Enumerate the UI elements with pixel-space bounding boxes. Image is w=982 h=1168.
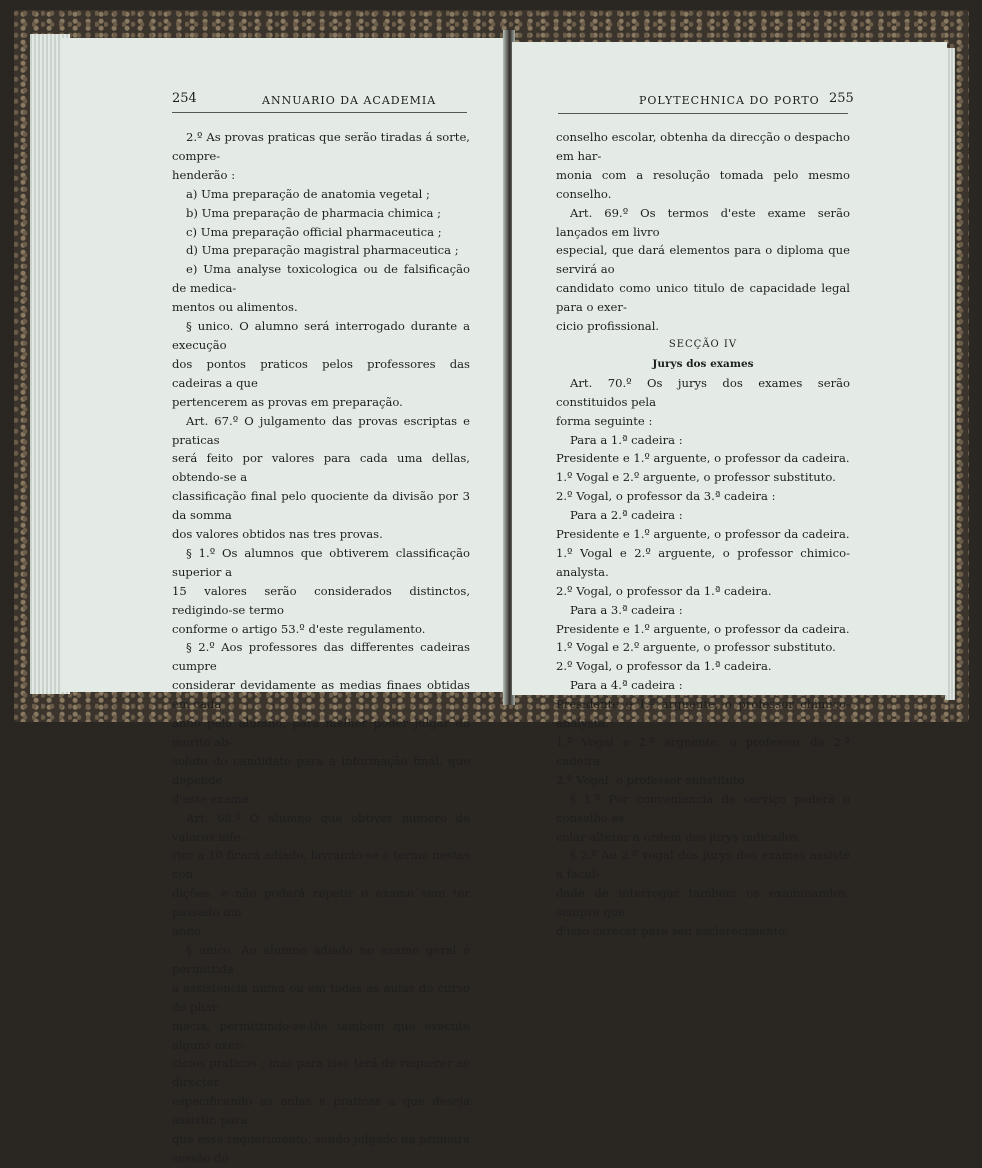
text-line: 15 valores serão considerados distinctos, redigindo-se termo — [172, 583, 470, 617]
text-line: e) Uma analyse toxicologica ou de falsificação de medica- — [172, 262, 470, 296]
text-line: dade de interrogar tambem os examinandos, sempre que — [556, 886, 850, 920]
text-line: pertencerem as provas em preparação. — [172, 394, 403, 409]
right-page — [512, 42, 947, 939]
text-line: forma seguinte : — [556, 413, 653, 428]
text-line: c) Uma preparação official pharmaceutica ; — [186, 224, 442, 239]
text-line: 2.º Vogal, o professor da 1.ª cadeira. — [556, 659, 772, 674]
text-line: anno. — [172, 924, 205, 939]
text-line: macia, permittindo-se-lhe tambem que execute alguns exer- — [172, 1018, 470, 1052]
left-page — [62, 38, 505, 1165]
text-line: monia com a resolução tomada pelo mesmo conselho. — [556, 167, 850, 201]
text-line: conselho escolar, obtenha da direcção o despacho em har- — [556, 130, 850, 163]
text-line: § unico. Ao alumno adiado no exame geral é permittida — [172, 942, 470, 976]
text-line: 1.º Vogal e 2.º arguente, o professor da 2.ª cadeira. — [556, 735, 850, 768]
header-rule — [172, 112, 467, 113]
running-head: POLYTECHNICA DO PORTO — [639, 94, 820, 107]
text-line: Art. 69.º Os termos d'este exame serão lançados em livro — [556, 205, 850, 239]
text-line: que esse requerimento, sendo julgado na primeira sessão do — [172, 1132, 470, 1165]
text-line: dos valores obtidos nas tres provas. — [172, 527, 383, 542]
text-line: especificando as aulas e praticas a que deseja assistir, para — [172, 1094, 470, 1128]
text-line: cicio profissional. — [556, 319, 660, 334]
text-line: será feito por valores para cada uma dellas, obtendo-se a — [172, 451, 470, 485]
text-line: Para a 1.ª cadeira : — [570, 432, 683, 447]
page-number: 255 — [829, 91, 854, 106]
text-line: candidato como unico titulo de capacidade legal para o exer- — [556, 281, 850, 315]
text-line: Para a 3.ª cadeira : — [570, 602, 683, 617]
text-line: § 1.º Por conveniencia de serviço poderá o conselho es- — [556, 791, 850, 825]
text-line: conforme o artigo 53.º d'este regulamento. — [172, 621, 426, 636]
text-line: Art. 70.º Os jurys dos exames serão constituidos pela — [556, 375, 850, 409]
text-line: Para a 2.ª cadeira : — [570, 508, 683, 523]
text-line: cicios praticos ; mas para isso terá de requerer ao director — [172, 1056, 470, 1090]
left-page-text — [172, 128, 470, 1168]
text-line: dos pontos praticos pelos professores das cadeiras a que — [172, 356, 470, 390]
text-line: Para a 4.ª cadeira : — [570, 678, 683, 693]
text-line: d'este exame. — [172, 791, 253, 806]
text-line: § 2.º Ao 2.º vogal dos jurys dos exames assiste a facul- — [556, 848, 850, 882]
text-line: 2.º Vogal, o professor da 3.ª cadeira : — [556, 489, 776, 504]
text-line: 2.º Vogal, o professor da 1.ª cadeira. — [556, 583, 772, 598]
section-subtitle: Jurys dos exames — [652, 357, 754, 370]
right-page-text — [556, 128, 850, 941]
text-line: henderão : — [172, 167, 236, 182]
text-line: especial, que dará elementos para o diploma que servirá ao — [556, 243, 850, 277]
text-line: soluto do candidato para a informação final, que depende — [172, 753, 470, 787]
text-line: 1.º Vogal e 2.º arguente, o professor substituto. — [556, 640, 836, 655]
text-line: colar alterar a ordem dos jurys indicados. — [556, 829, 802, 844]
section-title: SECÇÃO IV — [668, 338, 738, 350]
text-line: Presidente e 1.º arguente, o professor da cadeira. — [556, 621, 850, 636]
text-line: considerar devidamente as medias finaes obtidas em cada — [172, 678, 470, 712]
text-line: 2.º As provas praticas que serão tiradas á sorte, compre- — [172, 130, 470, 163]
page-number: 254 — [172, 91, 197, 106]
text-line: a assistencia numa ou em todas as aulas do curso de phar- — [172, 980, 470, 1014]
text-line: 2.º Vogal, o professor substituto. — [556, 772, 749, 787]
text-line: 1.º Vogal e 2.º arguente, o professor substituto. — [556, 470, 836, 485]
text-line: Presidente e 1.º arguente, o professor da cadeira. — [556, 527, 850, 542]
text-line: § 2.º Aos professores das differentes cadeiras cumpre — [172, 640, 470, 674]
text-line: d) Uma preparação magistral pharmaceutica ; — [186, 243, 459, 258]
text-line: rior a 10 ficará adiado, lavrando-se o termo nestas con- — [172, 848, 470, 882]
text-line: b) Uma preparação de pharmacia chimica ; — [186, 205, 442, 220]
text-line: § 1.º Os alumnos que obtiverem classificação superior a — [172, 545, 470, 579]
text-line: anno pelo alumno, para melhor poder julgar do merito ab- — [172, 716, 470, 749]
header-rule — [558, 113, 848, 114]
text-line: dições, e não poderá repetir o exame sem ter passado um — [172, 886, 470, 920]
running-head: ANNUARIO DA ACADEMIA — [262, 94, 437, 107]
text-line: Art. 68.º O alumno que obtiver numero de valores infe- — [172, 810, 470, 844]
text-line: Art. 67.º O julgamento das provas escriptas e praticas — [172, 413, 470, 447]
text-line: classificação final pelo quociente da divisão por 3 da somma — [172, 489, 470, 523]
text-line: Presidente e 1.º arguente, o professor chimico-analysta. — [556, 697, 850, 731]
text-line: mentos ou alimentos. — [172, 300, 298, 315]
text-line: 1.º Vogal e 2.º arguente, o professor chimico-analysta. — [556, 545, 850, 579]
text-line: d'isso carecer para seu esclarecimento. — [556, 924, 789, 939]
text-line: § unico. O alumno será interrogado durante a execução — [172, 319, 470, 352]
text-line: Presidente e 1.º arguente, o professor da cadeira. — [556, 451, 850, 466]
text-line: a) Uma preparação de anatomia vegetal ; — [186, 186, 430, 201]
